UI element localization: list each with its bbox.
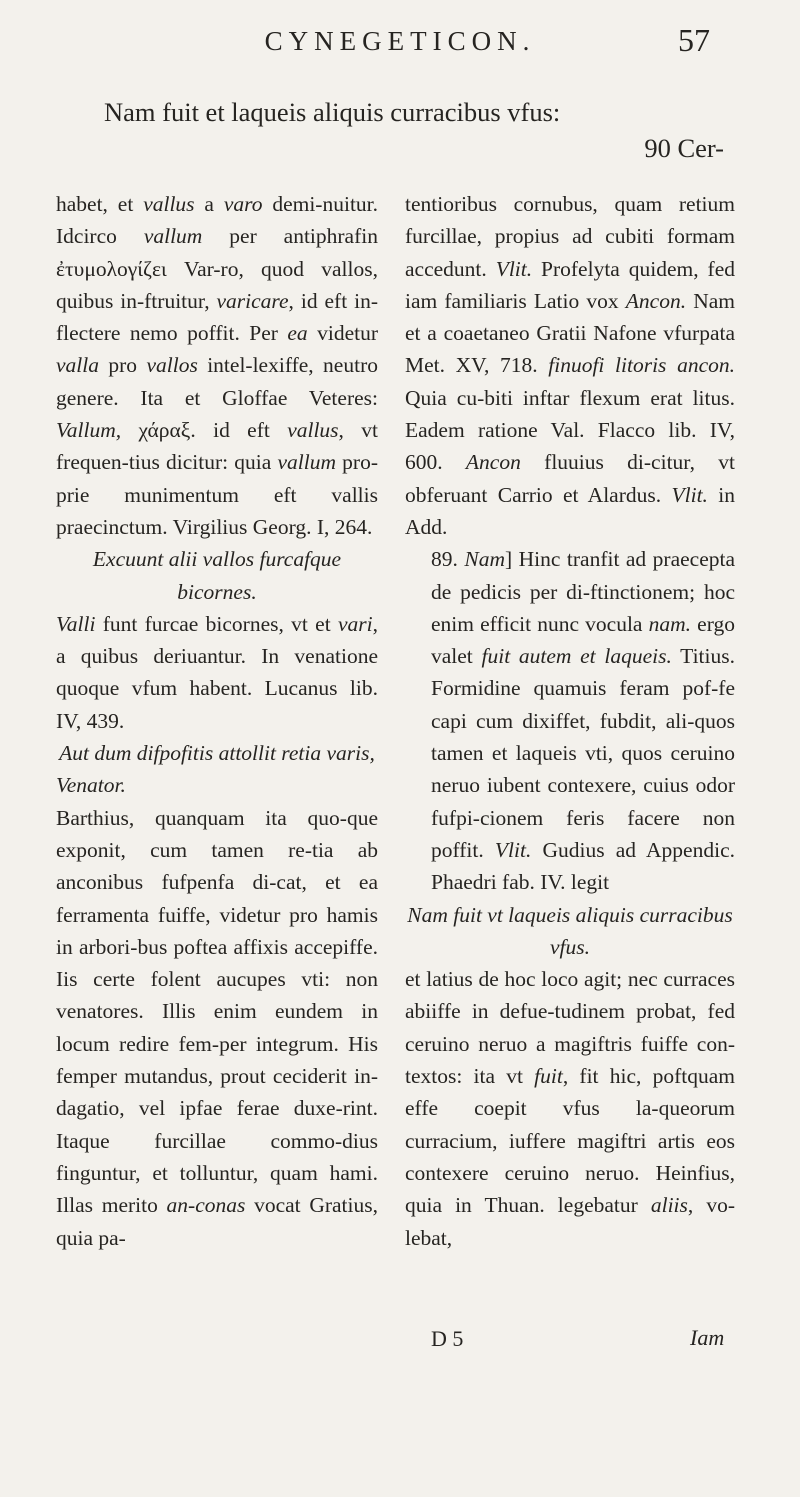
commentary-paragraph: habet, et vallus a varo demi-nuitur. Idcirco vallum per antiphrafin ἐτυμολογίζει Var-ro, quod vallos, quibus in-ftruitur, varicare, id eft in-flectere nemo poffit. Per ea videtur valla pro vallos intel-lexiffe, neutro genere. Ita et Gloffae Veteres: Vallum, χάραξ. id eft vallus, vt frequen-tius dicitur: quia vallum pro-prie munimentum eft vallis praecinctum. Virgilius Georg. I, 264. bbox=[56, 192, 379, 539]
signature-mark: D 5 bbox=[431, 1326, 464, 1351]
commentary-paragraph: tentioribus cornubus, quam retium furcillae, propius ad cubiti formam accedunt. Vlit. Profelyta quidem, fed iam familiaris Latio vox Ancon. Nam et a coaetaneo Gratii Nafone vfurpata Met. XV, 718. finuofi litoris ancon. Quia cu-biti inftar flexum erat litus. Eadem ratione Val. Flacco lib. IV, 600. Ancon fluuius di-citur, vt obferuant Carrio et Alardus. Vlit. in Add. bbox=[405, 192, 735, 539]
running-head: CYNEGETICON. bbox=[264, 26, 536, 56]
commentary-left-column bbox=[56, 188, 378, 1254]
verse-line-1: Nam fuit et laqueis aliquis curracibus vfus: bbox=[104, 97, 561, 127]
quotation-gudius: Nam fuit vt laqueis aliquis curracibus vfus. bbox=[407, 902, 733, 959]
commentary-right-column bbox=[405, 188, 735, 1254]
quotation-virgil: Excuunt alii vallos furcafque bicornes. bbox=[92, 547, 342, 604]
commentary-paragraph: Barthius, quanquam ita quo-que exponit, cum tamen re-tia ab anconibus fufpenfa di-cat, et ea ferramenta fuiffe, videtur pro hamis in arbori-bus poftea affixis accepiffe. Iis certe folent aucupes vti: non venatores. Illis enim eundem in locum redire fem-per integrum. His femper mutandus, prout ceciderit in-dagatio, vel ipfae ferae duxe-rint. Itaque furcillae commo-dius finguntur, et tolluntur, quam hami. Illas merito an-conas vocat Gratius, quia pa- bbox=[56, 805, 378, 1250]
commentary-paragraph: et latius de hoc loco agit; nec curraces abiiffe in defue-tudinem probat, fed ceruino neruo a magiftris fuiffe con-textos: ita vt fuit, fit hic, poftquam effe coepit vfus la-queorum curracium, iuffere magiftri artis eos contexere ceruino neruo. Heinfius, quia in Thuan. legebatur aliis, vo-lebat, bbox=[405, 967, 735, 1250]
quotation-lucanus-end: Venator. bbox=[56, 773, 126, 798]
verse-line-2: 90 Cer- bbox=[644, 133, 724, 163]
quotation-lucanus: Aut dum difpofitis attollit retia varis, bbox=[59, 741, 375, 766]
page-number: 57 bbox=[678, 22, 710, 58]
catchword: Iam bbox=[690, 1325, 725, 1350]
poem-verse bbox=[104, 94, 724, 166]
commentary-note-89: 89. Nam] Hinc tranfit ad praecepta de pedicis per di-ftinctionem; hoc enim efficit nunc vocula nam. ergo valet fuit autem et laqueis. Titius. Formidine quamuis feram pof-fe capi cum dixiffet, fubdit, ali-quos tamen et laqueis vti, quos ceruino neruo iubent contexere, cuius odor fufpi-cionem feris facere non poffit. Vlit. Gudius ad Appendic. Phaedri fab. IV. legit bbox=[431, 547, 736, 895]
commentary-paragraph: Valli funt furcae bicornes, vt et vari, a quibus deriuantur. In venatione quoque vfum habent. Lucanus lib. IV, 439. bbox=[56, 611, 378, 733]
